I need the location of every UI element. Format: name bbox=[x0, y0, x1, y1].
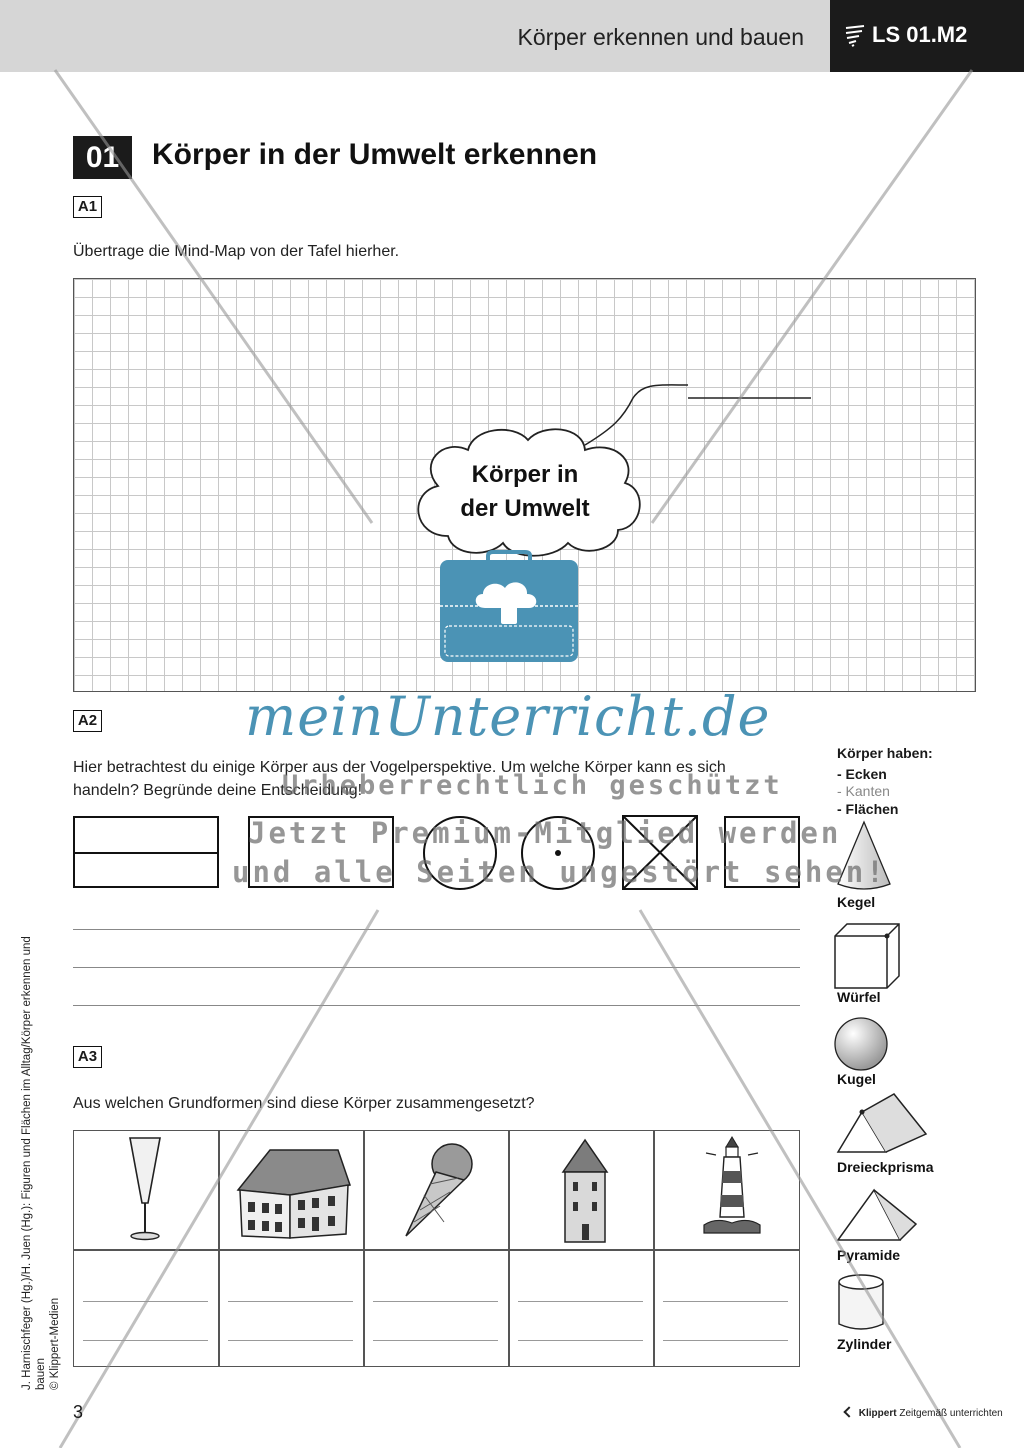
page-number: 3 bbox=[73, 1402, 84, 1422]
cloud-line-2: der Umwelt bbox=[460, 495, 590, 522]
watermark-line-2: Jetzt Premium-Mitglied werden bbox=[248, 816, 842, 850]
watermark-logo: meinUnterricht.de bbox=[245, 685, 771, 748]
side-panel-title: Körper haben: bbox=[837, 745, 933, 761]
brand-tagline: Zeitgemäß unterrichten bbox=[899, 1408, 1003, 1419]
a2-instruction-line-2: handeln? Begründe deine Entscheidung! bbox=[73, 782, 363, 799]
property-ecken: - Ecken bbox=[837, 766, 887, 782]
credit-line-1: J. Harnischfeger (Hg.)/H. Juen (Hg.): Figuren und Flächen im Alltag/Körper erkennen und bauen bbox=[21, 936, 47, 1390]
label-wuerfel: Würfel bbox=[837, 989, 881, 1005]
page-title: Körper in der Umwelt erkennen bbox=[152, 138, 598, 171]
task-label-a2: A2 bbox=[73, 710, 102, 732]
a3-instruction: Aus welchen Grundformen sind diese Körper zusammengesetzt? bbox=[73, 1095, 535, 1112]
task-label-a3: A3 bbox=[73, 1046, 102, 1068]
watermark-line-1: Urheberrechtlich geschützt bbox=[282, 770, 783, 801]
brand-name: Klippert bbox=[858, 1408, 897, 1419]
label-kugel: Kugel bbox=[837, 1071, 876, 1087]
watermark-line-3: und alle Seiten ungestört sehen! bbox=[232, 855, 887, 889]
section-number: 01 bbox=[73, 136, 132, 179]
label-kegel: Kegel bbox=[837, 894, 876, 910]
property-kanten: - Kanten bbox=[837, 783, 890, 799]
task-label-a1: A1 bbox=[73, 196, 102, 218]
label-dreieckprisma: Dreieckprisma bbox=[837, 1159, 934, 1175]
klippert-small-icon bbox=[843, 1406, 854, 1417]
property-flaechen: - Flächen bbox=[837, 801, 899, 817]
credit-line-2: © Klippert-Medien bbox=[49, 1297, 61, 1390]
footer-brand bbox=[845, 1408, 1003, 1419]
header-title: Körper erkennen und bauen bbox=[517, 24, 804, 50]
cloud-line-1: Körper in bbox=[471, 461, 579, 488]
side-credit bbox=[20, 910, 62, 1390]
a2-instruction-line-1: Hier betrachtest du einige Körper aus der Vogelperspektive. Um welche Körper kann es sich bbox=[73, 759, 726, 776]
label-pyramide: Pyramide bbox=[837, 1247, 901, 1263]
a1-instruction: Übertrage die Mind-Map von der Tafel hierher. bbox=[73, 243, 400, 260]
worksheet-code: LS 01.M2 bbox=[872, 22, 968, 47]
label-zylinder: Zylinder bbox=[837, 1336, 892, 1352]
